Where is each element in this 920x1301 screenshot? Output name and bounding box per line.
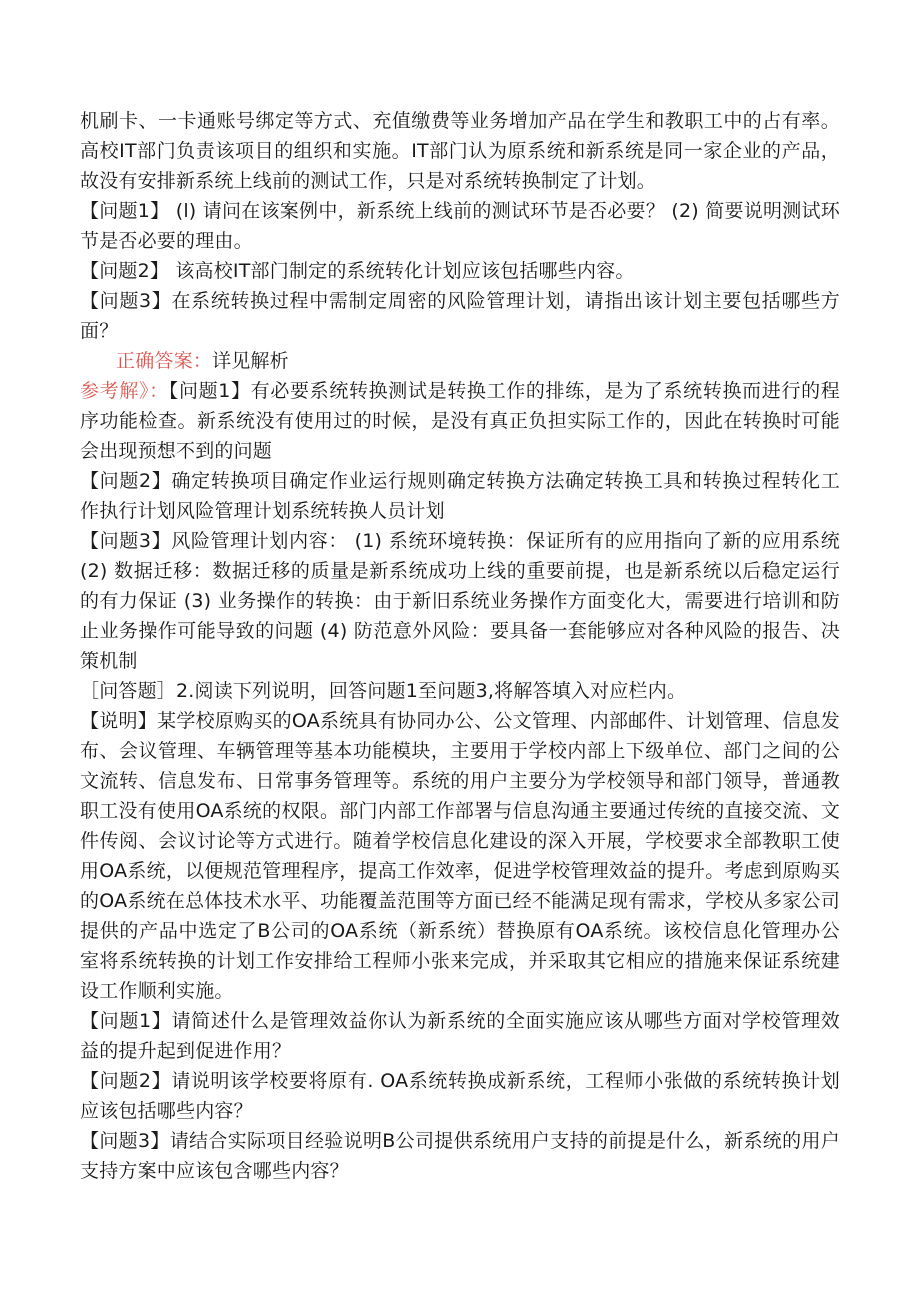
reference-answer-1 [80, 376, 840, 466]
question-1: 【问题1】 (l) 请问在该案例中，新系统上线前的测试环节是否必要？ (2) 简要说明测试环节是否必要的理由。 [80, 200, 840, 252]
reference-answer-1-text: 【问题1】有必要系统转换测试是转换工作的排练，是为了系统转换而进行的程序功能检查。新系统没有使用过的时候，是没有真正负担实际工作的，因此在转换时可能会出现预想不到的问题 [80, 380, 840, 462]
new-question-3: 【问题3】请结合实际项目经验说明B公司提供系统用户支持的前提是什么，新系统的用户支持方案中应该包含哪些内容？ [80, 1130, 840, 1182]
question-2: 【问题2】 该高校IT部门制定的系统转化计划应该包括哪些内容。 [80, 260, 635, 282]
correct-answer-text: 详见解析 [212, 350, 289, 372]
intro-paragraph: 机刷卡、一卡通账号绑定等方式、充值缴费等业务增加产品在学生和教职工中的占有率。高校IT部门负责该项目的组织和实施。IT部门认为原系统和新系统是同一家企业的产品，故没有安排新系统上线前的测试工作，只是对系统转换制定了计划。 [80, 110, 840, 192]
reference-answer-2: 【问题2】确定转换项目确定作业运行规则确定转换方法确定转换工具和转换过程转化工作执行计划风险管理计划系统转换人员计划 [80, 470, 840, 522]
correct-answer [80, 346, 840, 376]
reference-label: 参考解》： [80, 380, 169, 402]
description-paragraph: 【说明】某学校原购买的OA系统具有协同办公、公文管理、内部邮件、计划管理、信息发布、会议管理、车辆管理等基本功能模块，主要用于学校内部上下级单位、部门之间的公文流转、信息发布、日常事务管理等。系统的用户主要分为学校领导和部门领导，普通教职工没有使用OA系统的权限。部门内部工作部署与信息沟通主要通过传统的直接交流、文件传阅、会议讨论等方式进行。随着学校信息化建设的深入开展，学校要求全部教职工使用OA系统，以便规范管理程序，提高工作效率，促进学校管理效益的提升。考虑到原购买的OA系统在总体技术水平、功能覆盖范围等方面已经不能满足现有需求，学校从多家公司提供的产品中选定了B公司的OA系统（新系统）替换原有OA系统。该校信息化管理办公室将系统转换的计划工作安排给工程师小张来完成，并采取其它相应的措施来保证系统建设工作顺利实施。 [80, 710, 840, 1002]
document-page [80, 106, 840, 1186]
correct-answer-label: 正确答案： [116, 350, 213, 372]
question-heading-2: ［问答题］2.阅读下列说明，回答问题1至问题3,将解答填入对应栏内。 [80, 680, 687, 702]
new-question-2: 【问题2】请说明该学校要将原有. OA系统转换成新系统，工程师小张做的系统转换计划应该包括哪些内容？ [80, 1070, 840, 1122]
new-question-1: 【问题1】请简述什么是管理效益你认为新系统的全面实施应该从哪些方面对学校管理效益的提升起到促进作用？ [80, 1010, 840, 1062]
reference-answer-3: 【问题3】风险管理计划内容： (1) 系统环境转换：保证所有的应用指向了新的应用系统 (2) 数据迁移：数据迁移的质量是新系统成功上线的重要前提，也是新系统以后稳定运行的有力保证 (3) 业务操作的转换：由于新旧系统业务操作方面变化大，需要进行培训和防止业务操作可能导致的问题 (4) 防范意外风险：要具备一套能够应对各种风险的报告、决策机制 [80, 530, 840, 672]
question-3: 【问题3】在系统转换过程中需制定周密的风险管理计划，请指出该计划主要包括哪些方面？ [80, 290, 840, 342]
